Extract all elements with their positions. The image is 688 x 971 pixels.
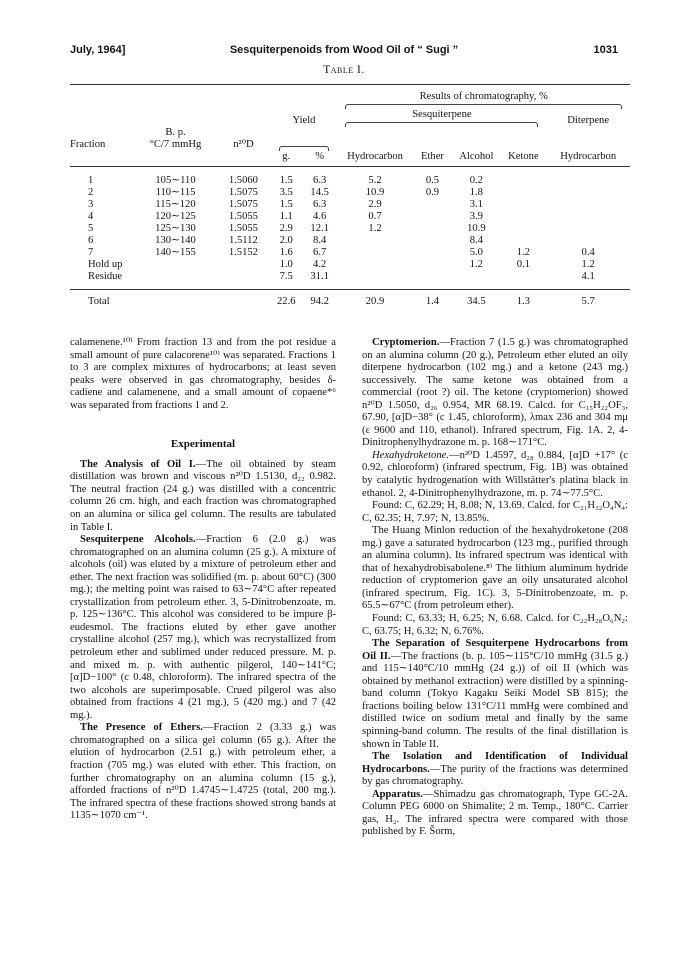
refractive-index-cell: 1.5060 [228, 175, 258, 186]
left-column [70, 337, 336, 823]
total-percent: 94.2 [302, 290, 338, 314]
percent-cell: 14.5 [310, 187, 329, 198]
refractive-index-cell [216, 259, 270, 271]
paragraph: Found: C, 62.29; H, 8.08; N, 13.69. Calcd. for C₂₁H₃₂O₄N₄: C, 62.35; H, 7.97; N, 13.85%. [362, 500, 628, 524]
paragraph: Hexahydroketone.—n²⁰D 1.4597, d₂₈ 0.884, [α]D +17° (c 0.92, chloroform) (infrared spectrum, Fig. 1B) was obtained by catalytic hydrogenation with Willstätter's platina black in ethanol. 2, 4-Dinitrophenylhydrazone, m. p. 74∼77.5°C. [362, 449, 628, 499]
table-row [70, 199, 630, 211]
total-ketone: 1.3 [500, 290, 546, 314]
refractive-index-cell: 1.5075 [228, 199, 258, 210]
bp-cell: 110∼115 [155, 187, 196, 198]
alcohol-header: Alcohol [452, 151, 500, 167]
ether-cell [413, 271, 453, 290]
percent-cell: 6.7 [313, 247, 327, 258]
table-row [70, 247, 630, 259]
page-number: 1031 [593, 44, 618, 56]
diterpene-cell: 1.2 [581, 259, 595, 270]
diterpene-cell [546, 211, 630, 223]
bp-cell: 115∼120 [155, 199, 196, 210]
table-row [70, 211, 630, 223]
grams-cell: 1.1 [279, 211, 293, 222]
hydrocarbon-cell: 10.9 [365, 187, 385, 198]
total-alcohol: 34.5 [452, 290, 500, 314]
hydrocarbon-header: Hydrocarbon [337, 151, 412, 167]
fraction-cell: 5 [88, 223, 94, 234]
hydrocarbon-cell: 0.7 [368, 211, 382, 222]
ether-cell [413, 247, 453, 259]
total-label: Total [70, 290, 135, 314]
diterpene-cell [546, 167, 630, 188]
grams-cell: 1.0 [279, 259, 293, 270]
grams-cell: 2.0 [279, 235, 293, 246]
hydrocarbon-cell: 1.2 [368, 223, 382, 234]
bp-cell: 140∼155 [155, 247, 196, 258]
table-row [70, 259, 630, 271]
percent-cell: 6.3 [313, 175, 327, 186]
refractive-index-cell: 1.5055 [228, 223, 258, 234]
table-row [70, 235, 630, 247]
percent-cell: 6.3 [313, 199, 327, 210]
table-caption: Table I. [323, 64, 365, 76]
ether-cell: 0.5 [425, 175, 440, 186]
grams-cell: 1.6 [279, 247, 293, 258]
ether-cell [413, 199, 453, 211]
grams-cell: 1.5 [279, 175, 293, 186]
grams-cell: 7.5 [271, 271, 302, 290]
fraction-cell: Residue [70, 271, 135, 290]
ketone-cell [500, 223, 546, 235]
paragraph: The Huang Minlon reduction of the hexahydroketone (208 mg.) gave a saturated hydrocarbon (123 mg., purified through an alumina column). Its infrared spectrum was identical with that of hexahydrobisabolene.⁸⁾ The lithium aluminum hydride reduction of cryptomerion gave an oily unsaturated alcohol (infrared spectrum, Fig. 1C). 3, 5-Dinitrobenzoate, m. p. 65.5∼67°C (from petroleum ether). [362, 525, 628, 612]
ketone-cell [500, 235, 546, 247]
table-row [70, 167, 630, 188]
bp-cell: 105∼110 [155, 175, 196, 186]
paragraph: The Presence of Ethers.—Fraction 2 (3.33 g.) was chromatographed on a silica gel column (65 g.). After the elution of hydrocarbon (2.51 g.) with petroleum ether, a fraction (705 mg.) was eluted with ether. This fraction, on further chromatography on an alumina column (15 g.), afforded fractions of n²⁰D 1.4745∼1.4725 (total, 200 mg.). The infrared spectra of these fractions showed strong bands at 1135∼1070 cm⁻¹. [70, 722, 336, 822]
refractive-index-cell [216, 271, 270, 290]
grams-header: g. [271, 151, 302, 167]
grams-cell: 3.5 [279, 187, 293, 198]
ketone-cell: 0.1 [516, 259, 530, 270]
paragraph: Sesquiterpene Alcohols.—Fraction 6 (2.0 g.) was chromatographed on an alumina column (25 g.). A mixture of alcohols (oil) was eluted by a mixture of petroleum ether and ether. The next fraction was solidified (m. p. about 60°C) (300 mg.); the melting point was raised to 63∼74°C after repeated crystallization from petroleum ether. 3, 5-Dinitrobenzoate, m. p. 125∼136°C. This alcohol was considered to be impure β-eudesmol. The fractions eluted by ether gave another crystalline alcohol (257 mg.), which was recrystallized from petroleum ether and sublimed under reduced pressure. M. p. and mixed m. p. with authentic pilgerol, 140∼141°C; [α]D−100° (c 0.48, chloroform). The infrared spectra of the two alcohols are superimposable. Crued pilgerol was also obtained from fractions 4 (21 mg.), 5 (420 mg.) and 7 (42 mg.). [70, 534, 336, 721]
hydrocarbon-cell: 5.2 [368, 175, 382, 186]
percent-cell: 31.1 [302, 271, 338, 290]
refractive-index-cell: 1.5112 [229, 235, 258, 246]
paragraph: Apparatus.—Shimadzu gas chromatograph, Type GC-2A. Column PEG 6000 on Shimalite; 2 m. Temp., 180°C. Carrier gas, H₂. The infrared spectra were compared with those published by F. Šorm, [362, 788, 628, 838]
percent-cell: 8.4 [313, 235, 327, 246]
fraction-cell: 6 [88, 235, 94, 246]
hydrocarbon-cell [337, 271, 412, 290]
ketone-cell [500, 211, 546, 223]
grams-cell: 1.5 [279, 199, 293, 210]
alcohol-cell: 1.8 [469, 187, 483, 198]
refractive-index-cell: 1.5055 [228, 211, 258, 222]
ether-cell [413, 259, 453, 271]
ketone-cell [500, 187, 546, 199]
hydrocarbon-cell [337, 259, 412, 271]
fraction-cell: 1 [88, 175, 94, 186]
paragraph: The Isolation and Identification of Individual Hydrocarbons.—The purity of the fractions was determined by gas chromatography. [362, 751, 628, 788]
alcohol-cell: 0.2 [469, 175, 483, 186]
fraction-cell: 4 [88, 211, 94, 222]
ketone-cell [500, 271, 546, 290]
ether-header: Ether [413, 151, 453, 167]
hydrocarbon-cell [337, 247, 412, 259]
ketone-header: Ketone [500, 151, 546, 167]
total-ether: 1.4 [413, 290, 453, 314]
diterpene-cell [546, 199, 630, 211]
table-row [70, 223, 630, 235]
ether-cell: 0.9 [425, 187, 440, 198]
bp-cell: 125∼130 [155, 223, 196, 234]
bp-cell: 120∼125 [155, 211, 196, 222]
fraction-cell: 3 [88, 199, 94, 210]
paragraph: calamenene.¹⁰⁾ From fraction 13 and from the pot residue a small amount of pure calacorene¹⁰⁾ was separated. Fractions 1 to 3 are complex mixtures of hydrocarbons; at least seven peaks were observed in gas chromatography, besides δ-cadiene and calamenene, and a small amount of copaene*⁶ was separated from fractions 1 and 2. [70, 337, 336, 411]
total-diterpene: 5.7 [546, 290, 630, 314]
percent-header: % [302, 151, 338, 167]
alcohol-cell: 1.2 [469, 259, 483, 270]
ether-cell [413, 223, 453, 235]
yield-brace-cell [271, 127, 338, 151]
right-column [362, 337, 628, 839]
fraction-cell: Hold up [88, 259, 123, 270]
paragraph: The Analysis of Oil I.—The oil obtained by steam distillation was brown and viscous n²⁰D 1.5130, d₂₂ 0.982. The neutral fraction (24 g.) was distilled with a concentric column 26 cm. high, and each fraction was chromatographed on an alumina or silica gel column. The results are tabulated in Table I. [70, 458, 336, 533]
data-table [70, 84, 630, 313]
diterpene-header: Diterpene [567, 115, 610, 126]
alcohol-cell: 3.1 [469, 199, 483, 210]
ketone-cell: 1.2 [516, 247, 530, 258]
diterpene-cell [546, 187, 630, 199]
section-heading: Experimental [170, 438, 236, 451]
percent-cell: 4.2 [313, 259, 327, 270]
hydrocarbon-cell [337, 235, 412, 247]
ether-cell [413, 211, 453, 223]
running-header-title: Sesquiterpenoids from Wood Oil of “ Sugi ” [229, 44, 459, 56]
yield-header: Yield [292, 115, 316, 126]
alcohol-cell [452, 271, 500, 290]
diterpene-hydrocarbon-header: Hydrocarbon [546, 151, 630, 167]
alcohol-cell: 5.0 [469, 247, 483, 258]
results-header: Results of chromatography, % [337, 85, 630, 110]
sesquiterpene-header: Sesquiterpene [337, 109, 546, 127]
total-hydrocarbon: 20.9 [337, 290, 412, 314]
total-grams: 22.6 [271, 290, 302, 314]
percent-cell: 12.1 [310, 223, 329, 234]
alcohol-cell: 10.9 [467, 223, 486, 234]
paragraph: The Separation of Sesquiterpene Hydrocarbons from Oil II.—The fractions (b. p. 105∼115°C/10 mmHg (31.5 g.) and 115∼140°C/10 mmHg (24 g.)) of oil II (which was obtained by methanol extraction) were distilled by a spinning-band column (Tokyo Kagaku Seiki Model SB 815); the fractions boiling below 131°C/11 mmHg were combined and distilled twice on sodium metal and finally by the same spinning-band column. The results of the final distillation is shown in Table II. [362, 638, 629, 750]
alcohol-cell: 3.9 [469, 211, 483, 222]
diterpene-cell [546, 223, 630, 235]
table-row [70, 271, 630, 290]
ketone-cell [500, 167, 546, 188]
bp-cell [135, 259, 216, 271]
bp-cell [135, 271, 216, 290]
refractive-index-cell: 1.5075 [228, 187, 258, 198]
refractive-index-header: n²⁰D [233, 139, 254, 150]
fraction-header: Fraction [70, 139, 106, 150]
bp-cell: 130∼140 [155, 235, 196, 246]
ether-cell [413, 235, 453, 247]
paragraph: Found: C, 63.33; H, 6.25; N, 6.68. Calcd. for C₂₂H₂₈O₆N₂: C, 63.75; H, 6.32; N, 6.76%. [362, 613, 628, 637]
fraction-cell: 2 [88, 187, 94, 198]
hydrocarbon-cell: 2.9 [368, 199, 382, 210]
fraction-cell: 7 [88, 247, 94, 258]
bp-header: B. p. °C/7 mmHg [149, 127, 202, 150]
running-header-date: July, 1964] [70, 44, 126, 56]
grams-cell: 2.9 [279, 223, 293, 234]
percent-cell: 4.6 [313, 211, 327, 222]
diterpene-cell [546, 235, 630, 247]
diterpene-cell: 4.1 [546, 271, 630, 290]
table-row [70, 187, 630, 199]
paragraph: Cryptomerion.—Fraction 7 (1.5 g.) was chromatographed on an alumina column (20 g.), Petroleum ether eluted an oily diterpene hydrocarbon (102 mg.) and a ketone (243 mg.) successively. The same ketone was obtained from a commercial (root ?) oil. The ketone (cryptomerion) showed n²⁰D 1.5050, d₂₆ 0.954, MR 68.19. Calcd. for C₁₅H₂₂OF₃, 67.90, [α]D−38° (c 1.45, chloroform), λmax 236 and 304 mμ (ε 9600 and 110, ethanol). Infrared spectrum, Fig. 1A. 2, 4-Dinitrophenylhydrazone m. p. 168∼171°C. [362, 337, 628, 449]
diterpene-cell: 0.4 [581, 247, 595, 258]
refractive-index-cell: 1.5152 [228, 247, 258, 258]
ketone-cell [500, 199, 546, 211]
alcohol-cell: 8.4 [469, 235, 483, 246]
